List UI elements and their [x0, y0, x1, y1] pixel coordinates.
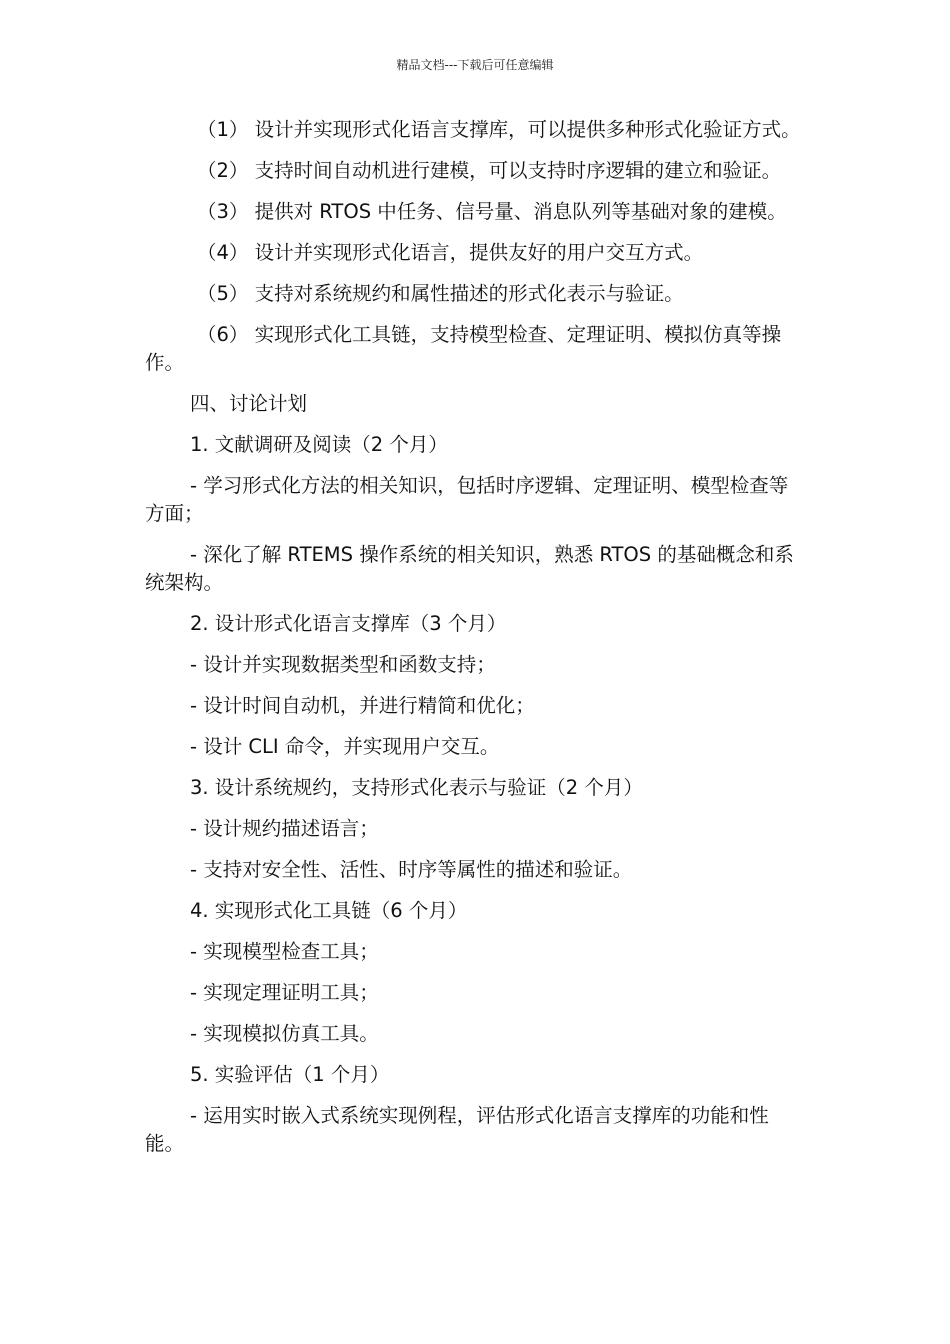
document-body: [145, 116, 807, 1158]
paragraph-goal-6: （6） 实现形式化工具链，支持模型检查、定理证明、模拟仿真等操作。: [145, 323, 782, 374]
plan-detail: - 实现模拟仿真工具。: [190, 1022, 379, 1045]
plan-detail: - 设计 CLI 命令，并实现用户交互。: [190, 735, 500, 758]
plan-detail: - 深化了解 RTEMS 操作系统的相关知识，熟悉 RTOS 的基础概念和系统架构。: [145, 543, 794, 594]
section-heading: 四、讨论计划: [190, 392, 308, 415]
plan-detail: - 实现定理证明工具；: [190, 981, 379, 1004]
paragraph-goal-4: （4） 设计并实现形式化语言，提供友好的用户交互方式。: [197, 241, 704, 264]
plan-detail: - 运用实时嵌入式系统实现例程，评估形式化语言支撑库的功能和性能。: [145, 1104, 769, 1155]
plan-detail: - 实现模型检查工具；: [190, 940, 379, 963]
plan-item-5: 5. 实验评估（1 个月）: [190, 1063, 390, 1086]
paragraph-goal-2: （2） 支持时间自动机进行建模，可以支持时序逻辑的建立和验证。: [197, 159, 782, 182]
paragraph-goal-1: （1） 设计并实现形式化语言支撑库，可以提供多种形式化验证方式。: [197, 118, 801, 141]
plan-detail: - 设计规约描述语言；: [190, 817, 379, 840]
plan-item-2: 2. 设计形式化语言支撑库（3 个月）: [190, 612, 507, 635]
plan-detail: - 支持对安全性、活性、时序等属性的描述和验证。: [190, 858, 633, 881]
plan-detail: - 学习形式化方法的相关知识，包括时序逻辑、定理证明、模型检查等方面；: [145, 474, 789, 525]
paragraph-goal-3: （3） 提供对 RTOS 中任务、信号量、消息队列等基础对象的建模。: [197, 200, 787, 223]
plan-item-3: 3. 设计系统规约，支持形式化表示与验证（2 个月）: [190, 776, 643, 799]
plan-item-1: 1. 文献调研及阅读（2 个月）: [190, 433, 448, 456]
page-header: 精品文档---下载后可任意编辑: [396, 58, 554, 72]
plan-detail: - 设计时间自动机，并进行精简和优化；: [190, 694, 535, 717]
paragraph-goal-5: （5） 支持对系统规约和属性描述的形式化表示与验证。: [197, 282, 684, 305]
plan-item-4: 4. 实现形式化工具链（6 个月）: [190, 899, 468, 922]
plan-detail: - 设计并实现数据类型和函数支持；: [190, 653, 496, 676]
